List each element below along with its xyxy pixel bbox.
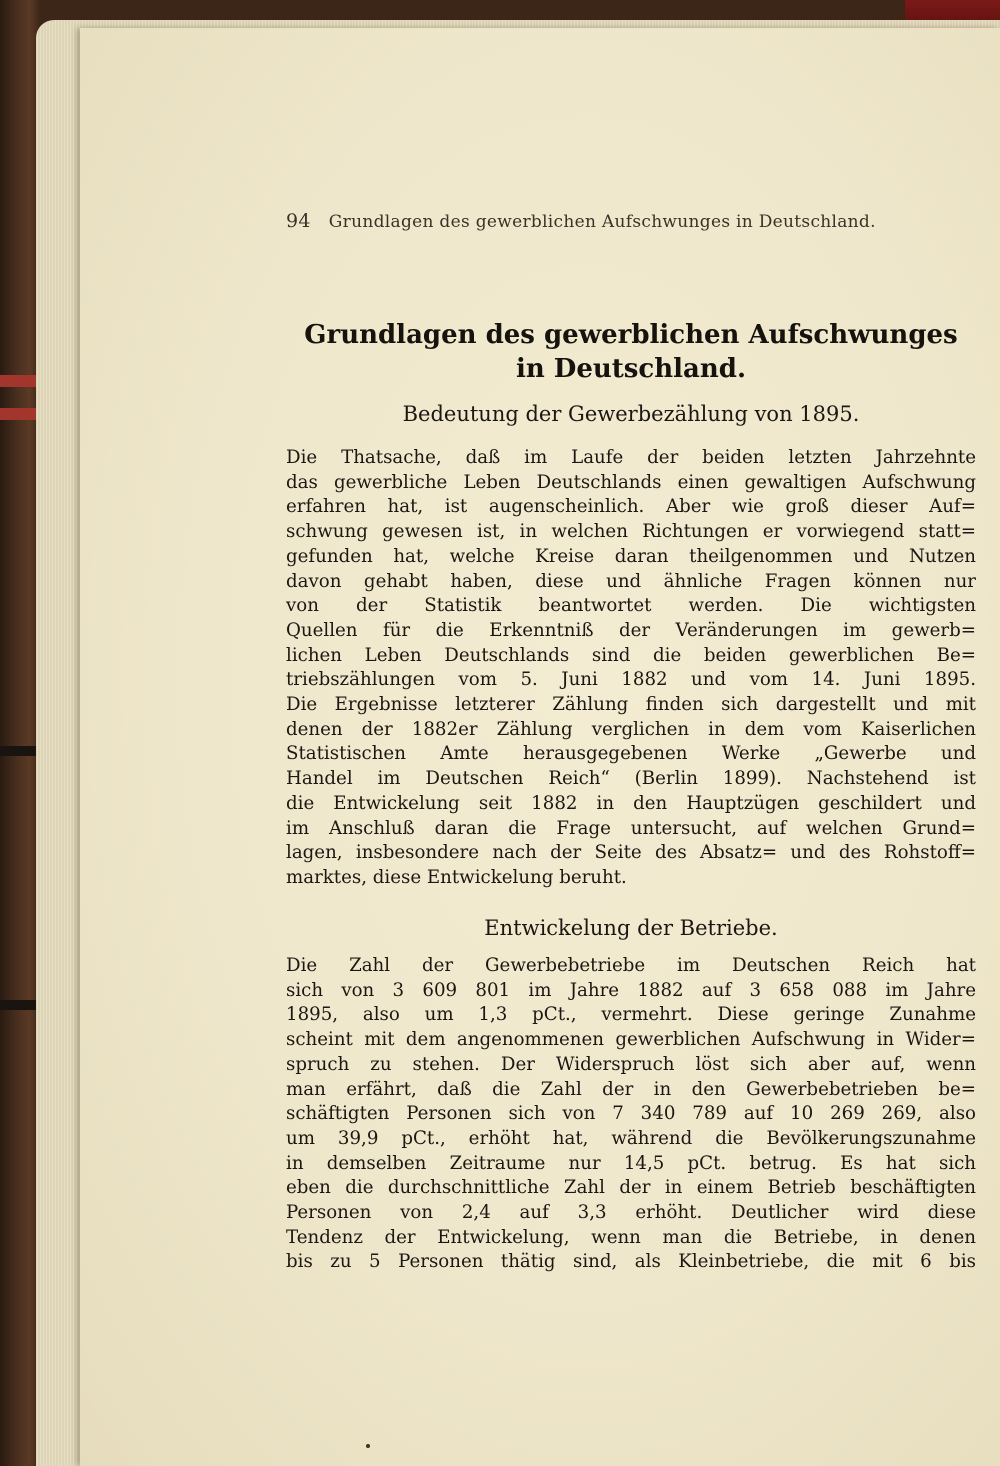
cover-stripe [0, 408, 36, 420]
section-heading: Entwickelung der Betriebe. [484, 916, 778, 940]
cover-stripe [0, 746, 36, 756]
text-line: schäftigten Personen sich von 7 340 789 auf 10 269 269, also [286, 1103, 976, 1125]
book-page [80, 28, 1000, 1466]
running-head-title: Grundlagen des gewerblichen Aufschwunges in Deutschland. [328, 212, 876, 232]
text-line: im Anschluß daran die Frage untersucht, auf welchen Grund= [286, 817, 976, 839]
text-line: das gewerbliche Leben Deutschlands einen gewaltigen Aufschwung [286, 471, 976, 493]
text-line: Die Thatsache, daß im Laufe der beiden letzten Jahrzehnte [286, 447, 976, 468]
text-line: bis zu 5 Personen thätig sind, als Kleinbetriebe, die mit 6 bis [286, 1251, 976, 1273]
text-line: man erfährt, daß die Zahl der in den Gewerbebetrieben be= [286, 1078, 976, 1100]
text-line: gefunden hat, welche Kreise daran theilgenommen und Nutzen [286, 545, 976, 567]
text-line: 1895, also um 1,3 pCt., vermehrt. Diese geringe Zunahme [286, 1004, 976, 1026]
text-line: Statistischen Amte herausgegebenen Werke „Gewerbe und [286, 743, 976, 765]
text-line: Handel im Deutschen Reich“ (Berlin 1899). Nachstehend ist [286, 768, 976, 790]
text-line: erfahren hat, ist augenscheinlich. Aber wie groß dieser Auf= [286, 496, 976, 518]
text-line: Tendenz der Entwickelung, wenn man die Betriebe, in denen [286, 1226, 976, 1248]
running-head [286, 210, 926, 232]
text-line: denen der 1882er Zählung verglichen in dem vom Kaiserlichen [286, 718, 976, 740]
chapter-title [286, 318, 976, 386]
page-number: 94 [286, 210, 311, 232]
text-line: Die Zahl der Gewerbebetriebe im Deutschen Reich hat [286, 955, 976, 976]
text-line: von der Statistik beantwortet werden. Die wichtigsten [286, 595, 976, 617]
text-line: davon gehabt haben, diese und ähnliche Fragen können nur [286, 570, 976, 592]
paragraph [286, 446, 976, 891]
text-line: Personen von 2,4 auf 3,3 erhöht. Deutlicher wird diese [286, 1202, 976, 1224]
text-line: um 39,9 pCt., erhöht hat, während die Bevölkerungszunahme [286, 1127, 976, 1149]
section-heading: Bedeutung der Gewerbezählung von 1895. [402, 402, 860, 426]
text-line: die Entwickelung seit 1882 in den Hauptzügen geschildert und [286, 792, 976, 814]
ink-speck [366, 1444, 370, 1448]
text-line: sich von 3 609 801 im Jahre 1882 auf 3 658 088 im Jahre [286, 979, 976, 1001]
text-line: Die Ergebnisse letzterer Zählung finden sich dargestellt und mit [286, 694, 976, 716]
text-line: in demselben Zeitraume nur 14,5 pCt. betrug. Es hat sich [286, 1152, 976, 1174]
cover-stripe [0, 375, 36, 387]
chapter-title-line: in Deutschland. [515, 354, 747, 384]
text-line: Quellen für die Erkenntniß der Veränderungen im gewerb= [286, 619, 976, 641]
text-line: marktes, diese Entwickelung beruht. [286, 866, 627, 888]
text-line: lichen Leben Deutschlands sind die beiden gewerblichen Be= [286, 644, 976, 666]
paragraph [286, 954, 976, 1275]
chapter-title-line: Grundlagen des gewerblichen Aufschwunges [304, 320, 958, 350]
text-line: scheint mit dem angenommenen gewerblichen Aufschwung in Wider= [286, 1029, 976, 1051]
text-line: schwung gewesen ist, in welchen Richtungen er vorwiegend statt= [286, 521, 976, 543]
text-line: lagen, insbesondere nach der Seite des Absatz= und des Rohstoff= [286, 842, 976, 864]
cover-stripe [0, 1000, 36, 1010]
text-line: spruch zu stehen. Der Widerspruch löst sich aber auf, wenn [286, 1053, 976, 1075]
text-line: eben die durchschnittliche Zahl der in einem Betrieb beschäftigten [286, 1177, 976, 1199]
text-line: triebszählungen vom 5. Juni 1882 und vom 14. Juni 1895. [286, 669, 976, 691]
